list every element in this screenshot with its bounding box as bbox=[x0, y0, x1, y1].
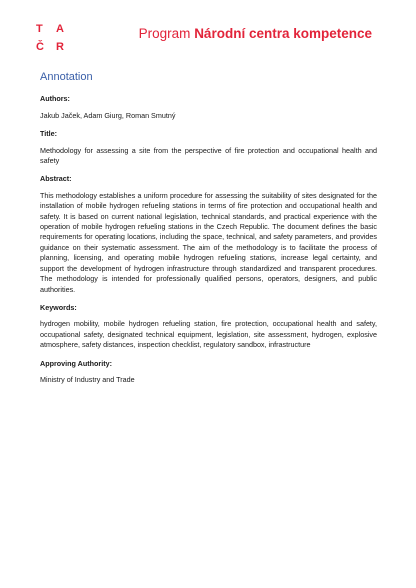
logo-letter: R bbox=[56, 41, 64, 53]
logo-letter: T bbox=[36, 23, 43, 35]
keywords-value: hydrogen mobility, mobile hydrogen refueling station, fire protection, occupational health and safety, occupational safety, designated technical equipment, legislation, site assessment, hydrogen, explosive atmosphere, safety distances, inspection checklist, regulatory sandbox, infrastructure bbox=[40, 319, 377, 350]
authors-label: Authors: bbox=[40, 94, 70, 104]
approving-authority-label: Approving Authority: bbox=[40, 358, 112, 368]
abstract-value: This methodology establishes a uniform procedure for assessing the suitability of sites designated for the installation of mobile hydrogen refueling stations in terms of fire protection and occupational health and safety. It is based on current national legislation, technical standards, and practical experience with the operation of mobile hydrogen refueling stations in the Czech Republic. The document defines the basic requirements for operating locations, including the space, technical, and safety parameters, and provides guidance on their systematic assessment. The aim of the methodology is to facilitate the process of planning, licensing, and operating mobile hydrogen refueling stations, increase legal certainty, and support the development of hydrogen infrastructure through standardized and transparent procedures. The methodology is intended for professionally qualified persons, operators, designers, and public authorities. bbox=[40, 190, 377, 294]
abstract-label: Abstract: bbox=[40, 174, 72, 184]
approving-authority-value: Ministry of Industry and Trade bbox=[40, 374, 135, 384]
authors-value: Jakub Jaček, Adam Giurg, Roman Smutný bbox=[40, 110, 176, 120]
program-header bbox=[139, 26, 372, 41]
program-name: Národní centra kompetence bbox=[194, 26, 372, 41]
title-value: Methodology for assessing a site from the perspective of fire protection and occupational health and safety bbox=[40, 145, 377, 166]
logo-letter: A bbox=[56, 23, 64, 35]
section-title: Annotation bbox=[40, 71, 93, 83]
keywords-label: Keywords: bbox=[40, 302, 77, 312]
tacr-logo bbox=[36, 20, 76, 56]
program-prefix: Program bbox=[138, 26, 191, 41]
annotation-content bbox=[40, 72, 377, 393]
logo-letter: Č bbox=[36, 41, 44, 53]
title-label: Title: bbox=[40, 129, 58, 139]
